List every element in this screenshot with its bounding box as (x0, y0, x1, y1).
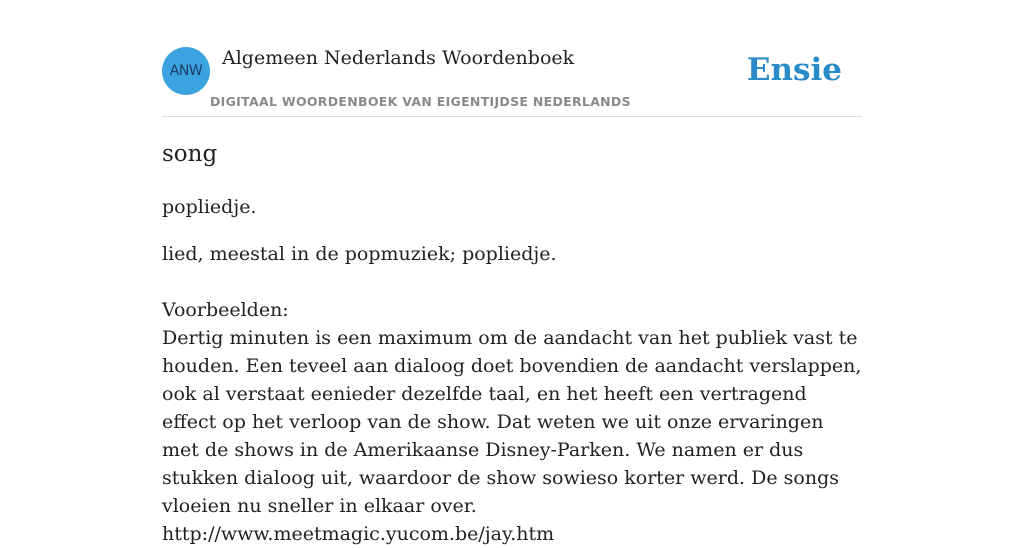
site-header (162, 46, 862, 117)
example-source-link[interactable]: http://www.meetmagic.yucom.be/jay.htm (162, 523, 555, 545)
ensie-brand-logo[interactable]: Ensie (746, 52, 842, 88)
entry-headword: song (162, 141, 218, 167)
site-title[interactable]: Algemeen Nederlands Woordenboek (222, 47, 575, 69)
examples-label: Voorbeelden: (162, 299, 289, 321)
short-definition: popliedje. (162, 196, 257, 218)
site-subtitle: DIGITAAL WOORDENBOEK VAN EIGENTIJDSE NEDERLANDS (210, 94, 631, 109)
definition: lied, meestal in de popmuziek; popliedje. (162, 243, 557, 265)
entry-content (162, 138, 862, 548)
anw-logo[interactable]: ANW (162, 47, 210, 95)
example-text: Dertig minuten is een maximum om de aandacht van het publiek vast te houden. Een teveel aan dialoog doet bovendien de aandacht verslappen, ook al verstaat eenieder dezelfde taal, en het heeft een vertragend effect op het verloop van de show. Dat weten we uit onze ervaringen met de shows in de Amerikaanse Disney-Parken. We namen er dus stukken dialoog uit, waardoor de show sowieso korter werd. De songs vloeien nu sneller in elkaar over. (162, 327, 862, 517)
